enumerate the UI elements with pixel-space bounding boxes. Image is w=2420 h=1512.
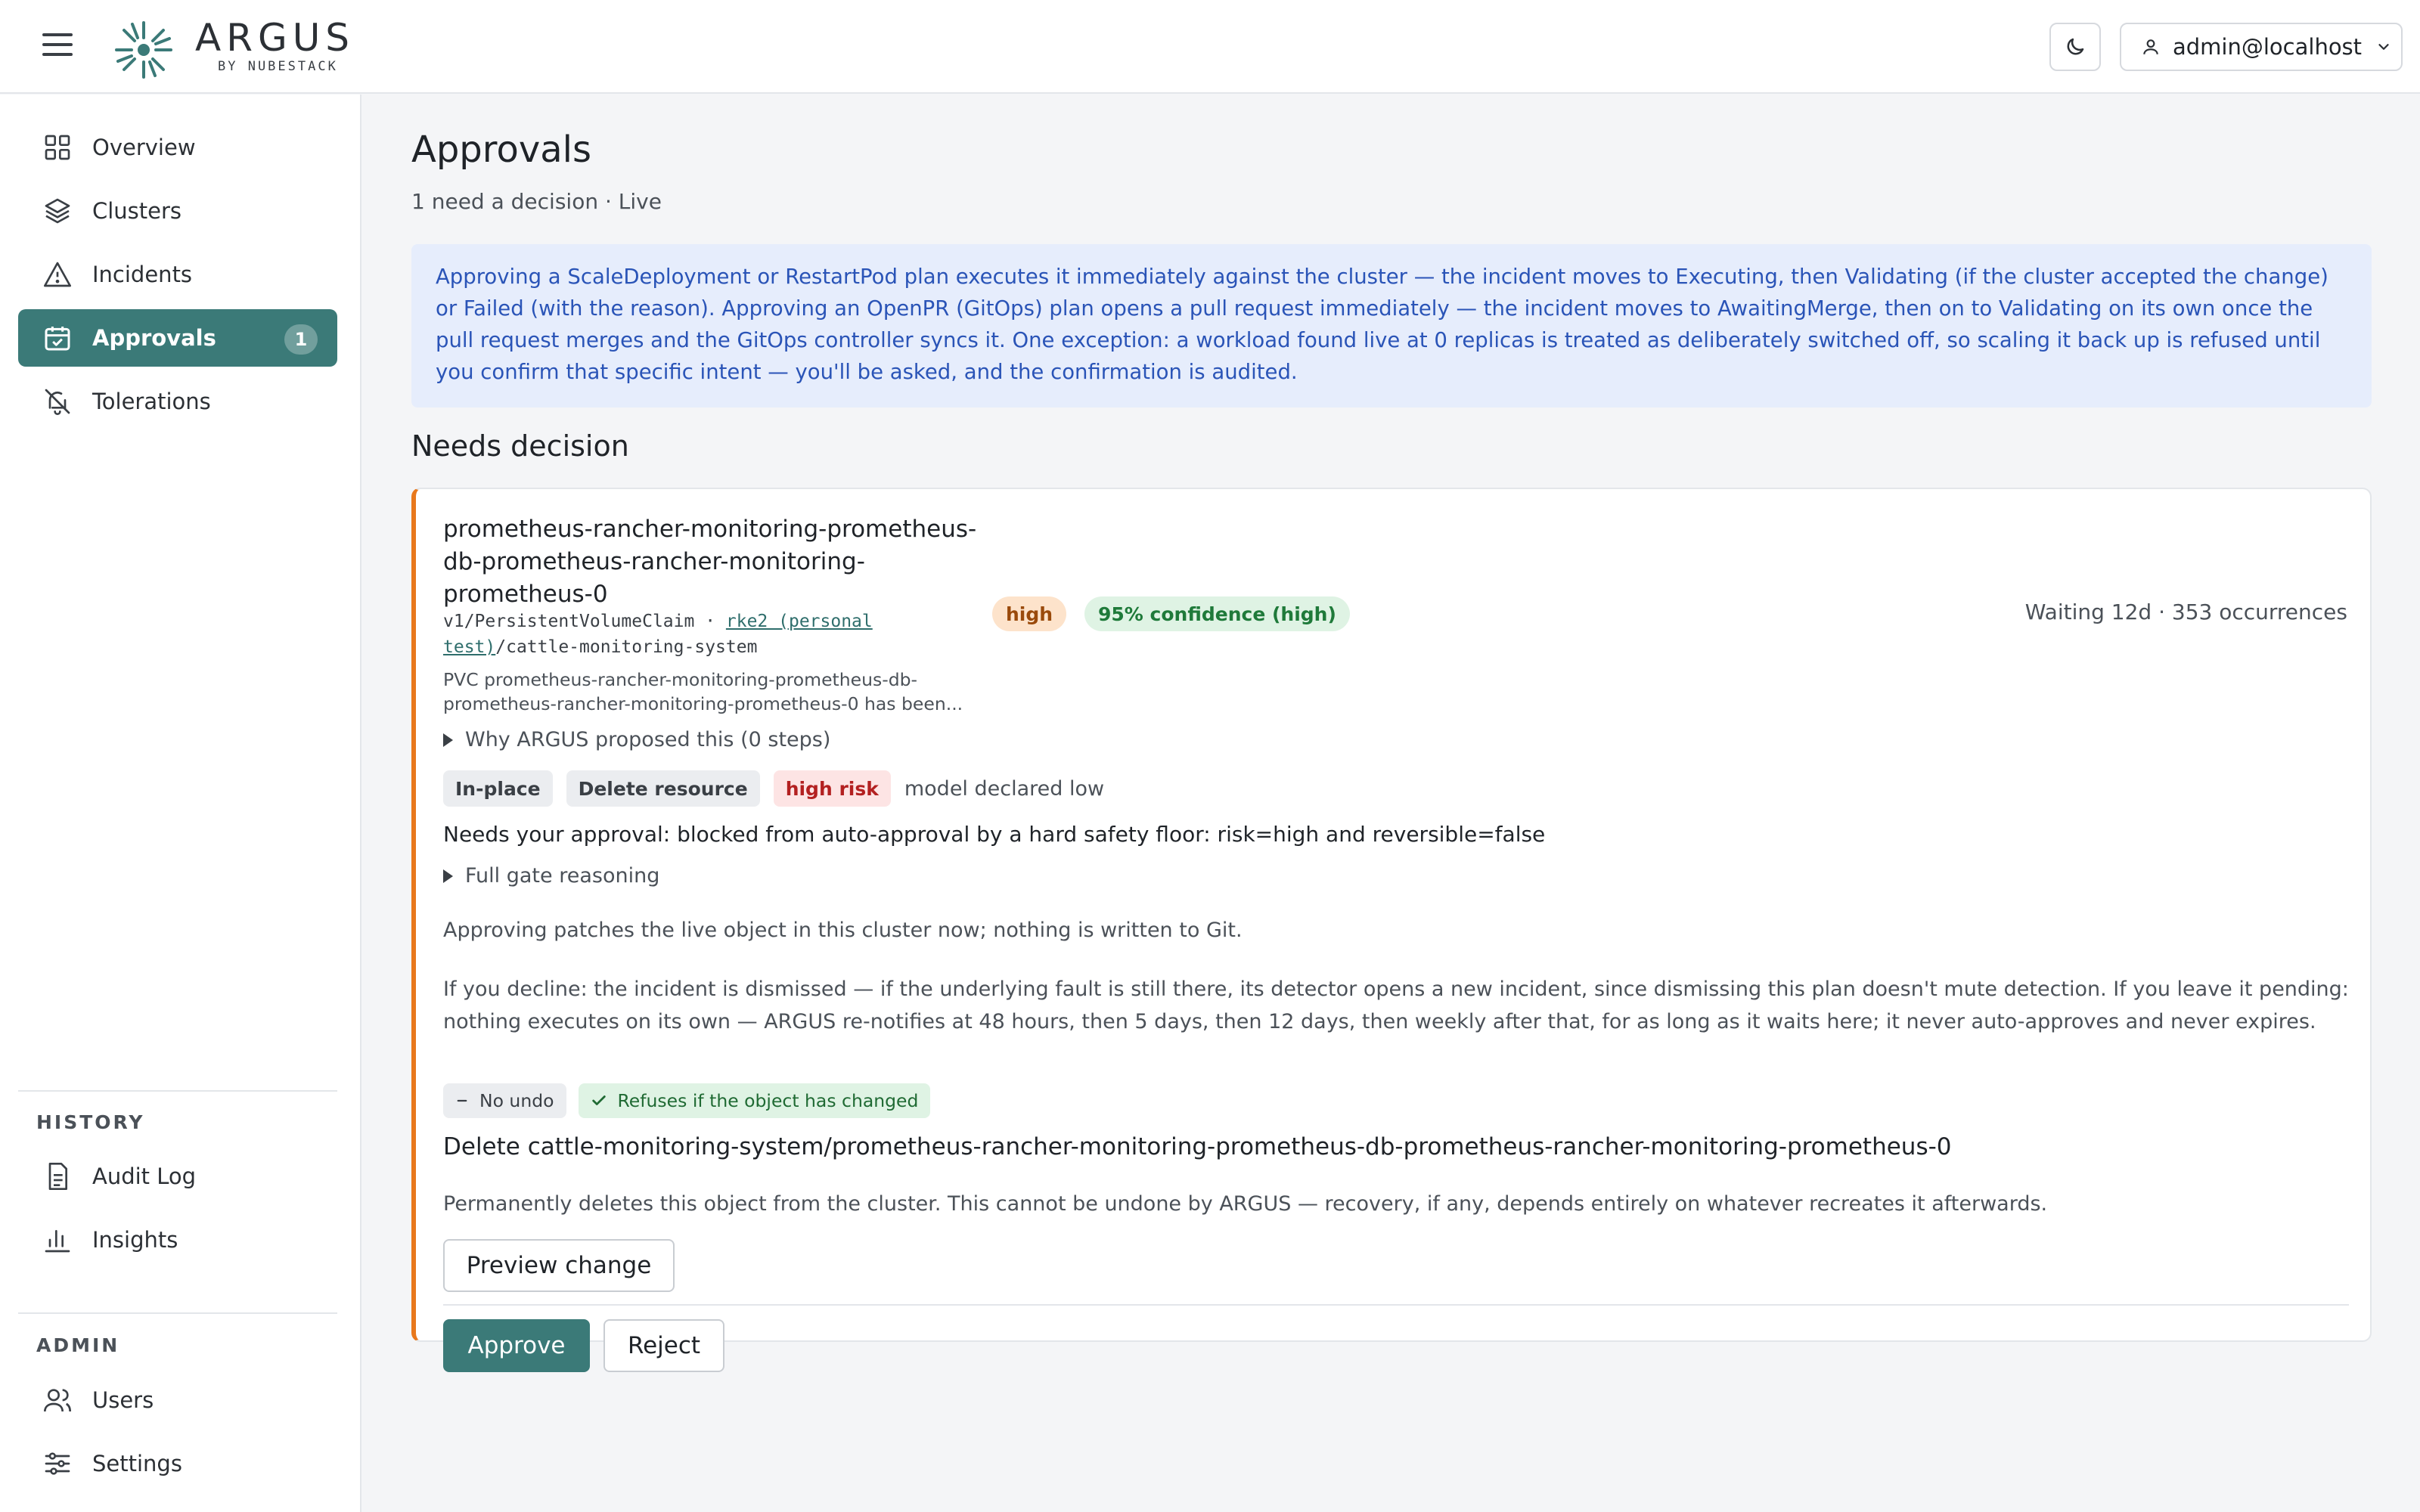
sidebar-item-label: Incidents: [92, 262, 193, 287]
approvals-count-badge: 1: [284, 324, 318, 355]
users-icon: [41, 1383, 74, 1417]
sidebar-item-users[interactable]: [18, 1371, 337, 1429]
sidebar-item-tolerations[interactable]: [18, 373, 337, 430]
info-banner: Approving a ScaleDeployment or RestartPod plan executes it immediately against the cluster — the incident moves to Executing, then Validating (if the cluster accepted the change) or Failed (with the reason). Approving an OpenPR (GitOps) plan opens a pull request immediately — the incident moves to AwaitingMerge, then on to Validating on its own once the pull request merges and the GitOps controller syncs it. One exception: a workload found live at 0 replicas is treated as deliberately switched off, so scaling it back up is refused until you confirm that specific intent — you'll be asked, and the confirmation is audited.: [411, 244, 2372, 407]
tag-delete-resource: Delete resource: [566, 770, 760, 807]
user-menu-label: admin@localhost: [2173, 34, 2363, 60]
tag-in-place: In-place: [443, 770, 553, 807]
calendar-check-icon: [41, 321, 74, 355]
no-undo-label: No undo: [479, 1090, 554, 1111]
moon-icon: [2064, 36, 2086, 58]
sidebar-item-settings[interactable]: [18, 1435, 337, 1492]
logo-subtitle: BY NUBESTACK: [218, 59, 338, 74]
user-menu-button[interactable]: [2120, 23, 2403, 71]
sidebar-divider: [18, 1312, 337, 1314]
sidebar-item-insights[interactable]: [18, 1211, 337, 1269]
history-heading: HISTORY: [36, 1111, 145, 1133]
check-icon: [591, 1092, 607, 1109]
minus-icon: [455, 1094, 469, 1108]
sidebar-item-label: Settings: [92, 1451, 182, 1476]
user-icon: [2141, 37, 2161, 57]
sidebar-item-overview[interactable]: [18, 119, 337, 176]
sidebar-item-label: Overview: [92, 135, 196, 160]
warning-icon: [41, 258, 74, 291]
decline-note: If you decline: the incident is dismissed — if the underlying fault is still there, its detector opens a new incident, since dismissing this plan doesn't mute detection. If you leave it pending: nothing executes on its own — ARGUS re-notifies at 48 hours, then 5 days, then 12 days, then weekly after that, for as long as it waits here; it never auto-approves and never expires.: [443, 978, 2349, 1033]
sidebar-item-label: Clusters: [92, 198, 182, 224]
theme-toggle-button[interactable]: [2049, 23, 2101, 71]
hamburger-icon[interactable]: [42, 33, 73, 60]
card-divider: [443, 1304, 2349, 1306]
sidebar-item-clusters[interactable]: [18, 182, 337, 240]
sliders-icon: [41, 1447, 74, 1480]
no-undo-chip: [443, 1083, 566, 1118]
why-proposed-label: Why ARGUS proposed this (0 steps): [465, 728, 831, 751]
cluster-link[interactable]: rke2 (personal test): [443, 612, 873, 657]
refuses-if-changed-chip: [579, 1083, 931, 1118]
document-icon: [41, 1160, 74, 1193]
plan-tags: [443, 770, 1104, 807]
chevron-down-icon: [2375, 39, 2392, 55]
severity-badge: high: [992, 596, 1066, 631]
permanent-warning: Permanently deletes this object from the cluster. This cannot be undone by ARGUS — recovery, if any, depends entirely on whatever recreates it afterwards.: [443, 1192, 2048, 1216]
patch-note: Approving patches the live object in this cluster now; nothing is written to Git.: [443, 919, 1243, 942]
sidebar-item-audit-log[interactable]: [18, 1148, 337, 1205]
resource-kind: [443, 609, 973, 660]
disclosure-triangle-icon: [443, 869, 453, 883]
resource-separator: ·: [694, 612, 726, 631]
section-title: Needs decision: [411, 429, 629, 463]
sidebar-item-label: Users: [92, 1387, 154, 1413]
safety-chips: [443, 1083, 942, 1118]
gate-reasoning-label: Full gate reasoning: [465, 864, 660, 888]
bar-chart-icon: [41, 1223, 74, 1256]
waiting-status: Waiting 12d · 353 occurrences: [2024, 600, 2347, 624]
sidebar-item-incidents[interactable]: [18, 246, 337, 303]
action-summary: Delete cattle-monitoring-system/prometheus-rancher-monitoring-prometheus-db-prometheus-rancher-monitoring-prometheus-0: [443, 1133, 1952, 1160]
disclosure-triangle-icon: [443, 733, 453, 747]
layers-icon: [41, 194, 74, 228]
logo-icon: [113, 20, 174, 80]
namespace-label: /cattle-monitoring-system: [495, 637, 758, 657]
top-bar: [0, 0, 2420, 94]
sidebar-item-label: Approvals: [92, 325, 216, 351]
sidebar-divider: [18, 1090, 337, 1092]
sidebar-item-label: Tolerations: [92, 389, 211, 414]
logo-name: ARGUS: [195, 16, 355, 60]
why-proposed-toggle[interactable]: [443, 728, 830, 751]
page-title: Approvals: [411, 129, 591, 171]
approval-reason: Needs your approval: blocked from auto-approval by a hard safety floor: risk=high and reversible=false: [443, 822, 1546, 847]
risk-badge: high risk: [774, 770, 891, 807]
grid-icon: [41, 131, 74, 164]
sidebar: [0, 94, 361, 1512]
refuses-label: Refuses if the object has changed: [617, 1090, 919, 1111]
approve-button[interactable]: Approve: [443, 1319, 590, 1372]
sidebar-item-label: Insights: [92, 1227, 178, 1253]
risk-note: model declared low: [904, 776, 1105, 801]
page-subtitle: 1 need a decision · Live: [411, 189, 662, 214]
logo: [195, 17, 355, 74]
confidence-badge: 95% confidence (high): [1084, 596, 1350, 631]
preview-change-button[interactable]: Preview change: [443, 1239, 675, 1292]
reject-button[interactable]: Reject: [603, 1319, 724, 1372]
resource-kind-label: v1/PersistentVolumeClaim: [443, 612, 695, 631]
approval-card: [411, 488, 2372, 1359]
gate-reasoning-toggle[interactable]: [443, 864, 659, 888]
sidebar-item-approvals[interactable]: [18, 309, 337, 367]
resource-name: prometheus-rancher-monitoring-prometheus-db-prometheus-rancher-monitoring-prometheus-0: [443, 516, 977, 608]
bell-off-icon: [41, 385, 74, 418]
admin-heading: ADMIN: [36, 1334, 120, 1356]
sidebar-item-label: Audit Log: [92, 1163, 197, 1189]
resource-description: PVC prometheus-rancher-monitoring-prometheus-db- prometheus-rancher-monitoring-prometheus-0 has been...: [443, 669, 963, 714]
